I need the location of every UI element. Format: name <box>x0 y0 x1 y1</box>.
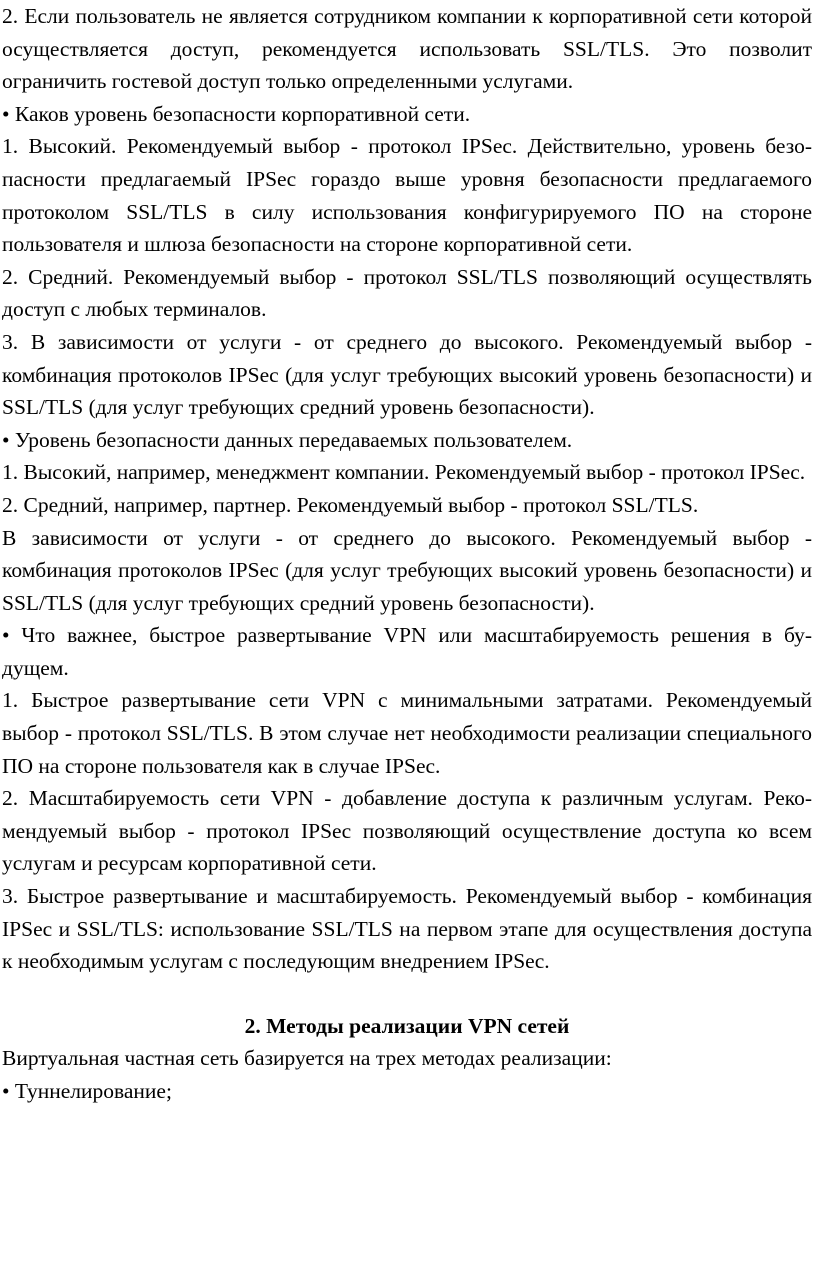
paragraph-scalability: 2. Масштабируемость сети VPN - добавление доступа к различным услугам. Реко-мендуемый выбор - протокол IPSec позволяющий осуществление доступа ко всем услугам и ресурсам корпоративной сети. <box>2 786 812 876</box>
section-heading: 2. Методы реализации VPN сетей <box>244 1013 570 1038</box>
paragraph-fast-deployment: 1. Быстрое развертывание сети VPN с минимальными затратами. Рекомендуемый выбор - протокол SSL/TLS. В этом случае нет необходимости реализации специального ПО на стороне пользователя как в случае IPSec. <box>2 688 812 778</box>
bullet-tunneling: • Туннелирование; <box>2 1079 172 1103</box>
paragraph-deployment-and-scalability: 3. Быстрое развертывание и масштабируемость. Рекомендуемый выбор - комбинация IPSec и SSL/TLS: использование SSL/TLS на первом этапе для осуществления доступа к необходимым услугам с последующим внедрением IPSec. <box>2 884 812 974</box>
paragraph-non-employee-ssl: 2. Если пользователь не является сотрудником компании к корпоративной сети которой осуществляется доступ, рекомендуется использовать SSL/TLS. Это позволит ограничить гостевой доступ только определенными услугами. <box>2 4 812 94</box>
section-spacer <box>2 978 812 1010</box>
paragraph-medium-security-ssl: 2. Средний. Рекомендуемый выбор - протокол SSL/TLS позволяющий осуществлять доступ с любых терминалов. <box>2 264 812 322</box>
bullet-user-data-security: • Уровень безопасности данных передаваемых пользователем. <box>2 427 573 452</box>
paragraph-service-dependent-combination: 3. В зависимости от услуги - от среднего до высокого. Рекомендуемый выбор - комбинация протоколов IPSec (для услуг требующих высокий уровень безопасности) и SSL/TLS (для услуг требующих средний уровень безопасности). <box>2 329 812 420</box>
paragraph-partner-ssl: 2. Средний, например, партнер. Рекомендуемый выбор - протокол SSL/TLS. <box>2 492 699 517</box>
paragraph-management-ipsec: 1. Высокий, например, менеджмент компании. Рекомендуемый выбор - протокол IPSec. <box>2 460 806 485</box>
bullet-deployment-vs-scalability: • Что важнее, быстрое развертывание VPN или масштабируемость решения в бу-дущем. <box>2 623 812 680</box>
paragraph-service-dependent-combination-2: В зависимости от услуги - от среднего до высокого. Рекомендуемый выбор - комбинация протоколов IPSec (для услуг требующих высокий уровень безопасности) и SSL/TLS (для услуг требующих средний уровень безопасности). <box>2 525 812 615</box>
bullet-corporate-network-security: • Каков уровень безопасности корпоративной сети. <box>2 101 471 126</box>
paragraph-high-security-ipsec: 1. Высокий. Рекомендуемый выбор - протокол IPSec. Действительно, уровень безо-пасности предлагаемый IPSec гораздо выше уровня безопасности предлагаемого протоколом SSL/TLS в силу использования конфигурируемого ПО на стороне пользователя и шлюза безопасности на стороне корпоративной сети. <box>2 134 812 257</box>
paragraph-vpn-methods-intro: Виртуальная частная сеть базируется на трех методах реализации: <box>2 1046 612 1071</box>
